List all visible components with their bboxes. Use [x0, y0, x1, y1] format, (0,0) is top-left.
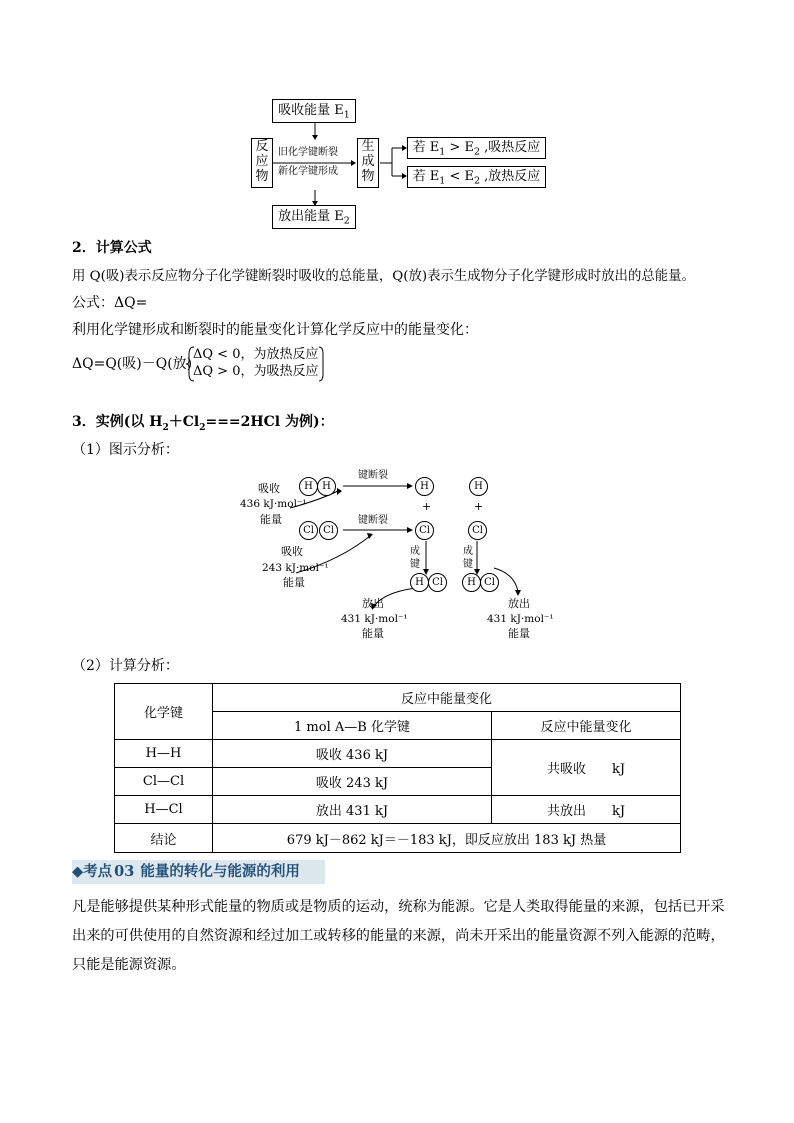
- cl-atom: Cl: [480, 573, 499, 592]
- subheader-energy: 反应中能量变化: [492, 712, 681, 740]
- s3-title-text: 3．实例(以 H: [72, 414, 163, 430]
- new-bond-label: 新化学键形成: [278, 166, 338, 177]
- h-atom: H: [415, 477, 434, 496]
- equation-left: ΔQ=Q(吸)－Q(放): [72, 356, 193, 372]
- case1-sub: 1: [439, 146, 446, 158]
- h-atom: H: [462, 573, 481, 592]
- product-box: [357, 138, 379, 188]
- exothermic-box: [407, 166, 546, 188]
- product-char: 成: [361, 154, 375, 169]
- s3-sub: 2: [199, 422, 206, 433]
- break-label: 键断裂: [358, 515, 388, 526]
- release-1-energy: 能量: [362, 627, 384, 640]
- release-label: 放出能量 E: [278, 209, 344, 224]
- case1-text: 若 E: [412, 140, 440, 155]
- endothermic-box: [407, 137, 546, 159]
- break-label: 键断裂: [358, 470, 388, 481]
- absorb-2-value: 243 kJ·mol⁻¹: [262, 562, 329, 574]
- case2-text: < E: [445, 169, 474, 184]
- absorb-1-label: 吸收: [258, 482, 280, 495]
- reactant-char: 应: [255, 154, 269, 169]
- cl-atom: Cl: [415, 521, 434, 540]
- form-char: 键: [410, 559, 420, 570]
- release-2-label: 放出: [508, 597, 530, 610]
- release-1-label: 放出: [362, 597, 384, 610]
- section-2-line3: 利用化学键形成和断裂时的能量变化计算化学反应中的能量变化：: [72, 322, 478, 338]
- absorb-sub: 1: [343, 109, 350, 121]
- paragraph-line: 出来的可供使用的自然资源和经过加工或转移的能量的来源，尚未开采出的能量资源不列入能源的范畴，: [72, 928, 725, 944]
- unit-label: kJ: [611, 762, 626, 777]
- subsection-1: （1）图示分析：: [72, 442, 179, 458]
- s3-title-text: ＋Cl: [168, 414, 200, 430]
- cl-atom: Cl: [299, 521, 318, 540]
- release-1-value: 431 kJ·mol⁻¹: [341, 613, 408, 625]
- table-row: [115, 796, 681, 824]
- plus-sign: +: [422, 500, 432, 513]
- total-release-cell: [492, 796, 681, 824]
- form-char: 键: [463, 559, 473, 570]
- absorb-1-energy: 能量: [260, 513, 282, 526]
- s3-sub: 2: [162, 422, 169, 433]
- value-cell: 放出 431 kJ: [213, 796, 492, 824]
- section-2-line1: 用 Q(吸)表示反应物分子化学键断裂时吸收的总能量，Q(放)表示生成物分子化学键形成时放出的总能量。: [72, 269, 695, 284]
- plus-sign: +: [474, 500, 484, 513]
- absorb-1-value: 436 kJ·mol⁻¹: [240, 498, 307, 510]
- total-absorb-label: 共吸收: [546, 762, 586, 777]
- product-char: 生: [361, 139, 375, 154]
- h-atom: H: [410, 573, 429, 592]
- conclusion-label: 结论: [115, 824, 213, 853]
- equation-case1: ΔQ < 0，为放热反应: [193, 347, 319, 362]
- paragraph-line: 凡是能够提供某种形式能量的物质或是物质的运动，统称为能源。它是人类取得能量的来源，包括已开采: [72, 899, 725, 915]
- cl-atom: Cl: [428, 573, 447, 592]
- total-absorb-cell: [492, 740, 681, 796]
- subheader-bond: 1 mol A—B 化学键: [213, 712, 492, 740]
- bond-cell: Cl—Cl: [115, 768, 213, 796]
- reactant-box: [251, 138, 273, 188]
- case2-text: ,放热反应: [480, 169, 541, 184]
- case1-sub: 2: [474, 146, 481, 158]
- heading-number: 03: [114, 863, 135, 880]
- case1-text: ,吸热反应: [480, 140, 541, 155]
- form-char: 成: [410, 546, 420, 557]
- cl-atom: Cl: [319, 521, 338, 540]
- case2-text: 若 E: [412, 169, 440, 184]
- flow-arrows: [0, 0, 794, 240]
- release-sub: 2: [343, 215, 350, 227]
- energy-table: [114, 683, 681, 853]
- release-energy-box: [272, 205, 356, 229]
- absorb-2-energy: 能量: [283, 576, 305, 589]
- paragraph-line: 只能是能源资源。: [72, 957, 186, 973]
- absorb-label: 吸收能量 E: [278, 103, 344, 118]
- total-release-label: 共放出: [546, 804, 586, 819]
- reactant-char: 物: [255, 169, 269, 184]
- form-label: [410, 545, 420, 571]
- bond-cell: H—Cl: [115, 796, 213, 824]
- form-char: 成: [463, 546, 473, 557]
- value-cell: 吸收 436 kJ: [213, 740, 492, 768]
- section-3-title: [72, 412, 334, 438]
- equation-brace-right: [318, 346, 326, 382]
- value-cell: 吸收 243 kJ: [213, 768, 492, 796]
- formula-line: 公式：ΔQ=: [72, 295, 148, 311]
- case2-sub: 1: [439, 175, 446, 187]
- product-char: 物: [361, 169, 375, 184]
- unit-label: kJ: [611, 804, 626, 819]
- section-2-title: 2．计算公式: [72, 240, 152, 256]
- reactant-char: 反: [255, 139, 269, 154]
- case1-text: > E: [445, 140, 474, 155]
- conclusion-cell: 679 kJ－862 kJ＝－183 kJ，即反应放出 183 kJ 热量: [213, 824, 681, 853]
- bond-cell: H—H: [115, 740, 213, 768]
- absorb-energy-box: [272, 99, 356, 123]
- subsection-2: （2）计算分析：: [72, 658, 179, 674]
- case2-sub: 2: [474, 175, 481, 187]
- s3-title-text: ===2HCl 为例)：: [205, 414, 334, 430]
- release-2-energy: 能量: [508, 627, 530, 640]
- table-row: [115, 824, 681, 853]
- header-bond: 化学键: [115, 684, 213, 740]
- absorb-2-label: 吸收: [281, 545, 303, 558]
- h-atom: H: [299, 477, 318, 496]
- section-4-heading: [72, 862, 300, 882]
- cl-atom: Cl: [468, 521, 487, 540]
- release-2-value: 431 kJ·mol⁻¹: [487, 613, 554, 625]
- header-energy: 反应中能量变化: [213, 684, 681, 712]
- table-row: [115, 740, 681, 768]
- heading-title: 能量的转化与能源的利用: [140, 863, 300, 880]
- heading-marker: ◆考点: [72, 863, 113, 880]
- h-atom: H: [317, 477, 336, 496]
- old-bond-label: 旧化学键断裂: [278, 147, 338, 158]
- equation-case2: ΔQ > 0，为吸热反应: [193, 364, 319, 379]
- h-atom: H: [469, 477, 488, 496]
- form-label: [463, 545, 473, 571]
